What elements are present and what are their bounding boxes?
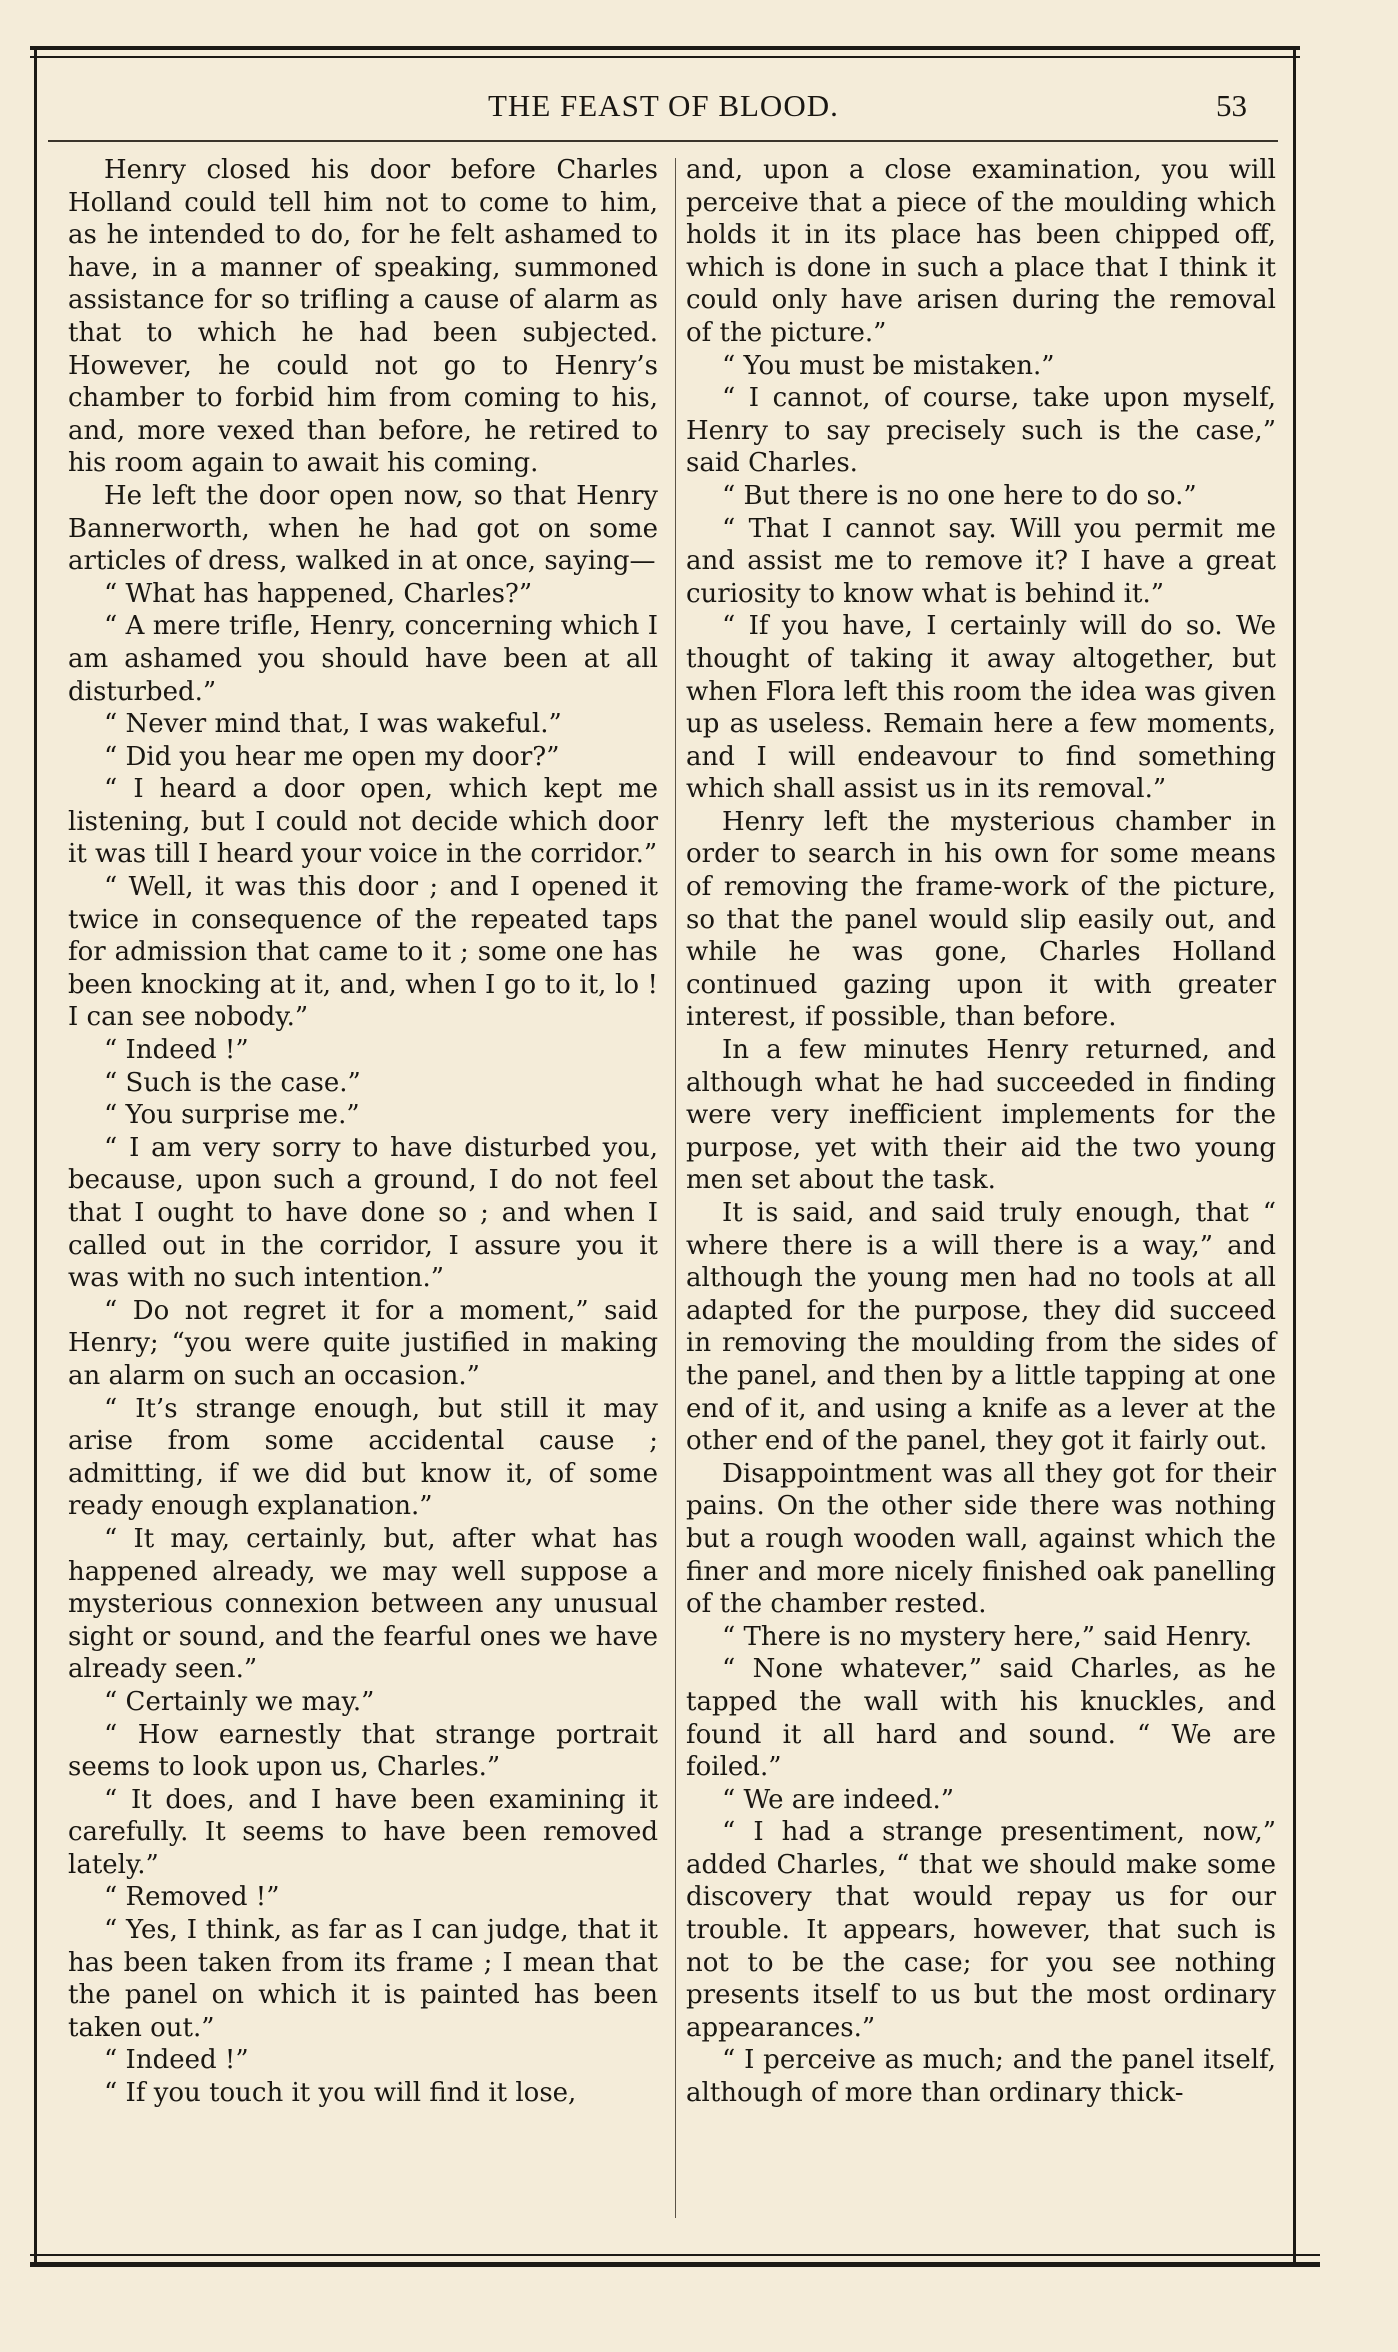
paragraph: “ Did you hear me open my door?”	[104, 741, 560, 772]
left-column	[68, 154, 658, 2110]
paragraph: “ Well, it was this door ; and I opened it twice in consequence of the repeated taps for admission that came to it ; some one has been knocking at it, and, when I go to it, lo ! I can see nobody.”	[68, 872, 658, 1033]
paragraph: In a few minutes Henry returned, and although what he had succeeded in finding were very inefficient implements for the purpose, yet with their aid the two young men set about the task.	[686, 1035, 1276, 1196]
running-head	[0, 88, 1300, 128]
paragraph: He left the door open now, so that Henry Bannerworth, when he had got on some articles of dress, walked in at once, saying—	[68, 480, 658, 577]
paragraph: “ Yes, I think, as far as I can judge, that it has been taken from its frame ; I mean that the panel on which it is painted has been taken out.”	[68, 1915, 658, 2043]
column-divider	[675, 158, 676, 2218]
bottom-border-inner-rule	[30, 2254, 1320, 2256]
paragraph: “ None whatever,” said Charles, as he tapped the wall with his knuckles, and found it all hard and sound. “ We are foiled.”	[686, 1654, 1276, 1783]
paragraph: “ I had a strange presentiment, now,” added Charles, “ that we should make some discovery that would repay us for our trouble. It appears, however, that such is not to be the case; for you see nothing presents itself to us but the most ordinary appearances.”	[686, 1817, 1276, 2043]
paragraph: “ If you have, I certainly will do so. We thought of taking it away altogether, but when Flora left this room the idea was given up as useless. Remain here a few moments, and I will endeavour to find something which shall assist us in its removal.”	[686, 611, 1276, 805]
paragraph: “ You must be mistaken.”	[722, 350, 1055, 381]
paragraph-continued: and, upon a close examination, you will perceive that a piece of the moulding which holds it in its place has been chipped off, which is done in such a place that I think it could only have arisen during the removal of the picture.”	[686, 155, 1276, 348]
paragraph: “ If you touch it you will find it lose,	[104, 2078, 577, 2109]
paragraph: “ Removed !”	[104, 1882, 280, 1913]
paragraph: “ But there is no one here to do so.”	[722, 480, 1197, 511]
running-title: THE FEAST OF BLOOD.	[488, 88, 839, 123]
paragraph: “ We are indeed.”	[722, 1784, 955, 1815]
page-number: 53	[1216, 88, 1247, 123]
paragraph: “ What has happened, Charles?”	[104, 578, 533, 609]
paragraph: “ Do not regret it for a moment,” said Henry; “you were quite justified in making an alarm on such an occasion.”	[68, 1295, 658, 1391]
paragraph: Disappointment was all they got for their pains. On the other side there was nothing but a rough wooden wall, against which the finer and more nicely finished oak panelling of the chamber rested.	[686, 1458, 1276, 1620]
paragraph: “ There is no mystery here,” said Henry.	[722, 1621, 1253, 1652]
paragraph: Henry closed his door before Charles Holland could tell him not to come to him, as he intended to do, for he felt ashamed to have, in a manner of speaking, summoned assistance for so trifling a cause of alarm as that to which he had been subjected. However, he could not go to Henry’s chamber to forbid him from coming to his, and, more vexed than before, he retired to his room again to await his coming.	[68, 155, 658, 479]
paragraph: “ It does, and I have been examining it carefully. It seems to have been removed lately.”	[68, 1784, 658, 1880]
paragraph: “ Indeed !”	[104, 2045, 249, 2076]
right-column	[686, 154, 1276, 2110]
bottom-border-rule	[30, 2262, 1320, 2267]
paragraph: “ Never mind that, I was wakeful.”	[104, 709, 562, 740]
paragraph: “ How earnestly that strange portrait seems to look upon us, Charles.”	[68, 1719, 658, 1783]
paragraph: “ Indeed !”	[104, 1035, 249, 1066]
paragraph: “ A mere trifle, Henry, concerning which I am ashamed you should have been at all disturbed.”	[68, 611, 658, 707]
paragraph: “ I cannot, of course, take upon myself, Henry to say precisely such is the case,” said Charles.	[686, 383, 1276, 479]
paragraph: It is said, and said truly enough, that “ where there is a will there is a way,” and although the young men had no tools at all adapted for the purpose, they did succeed in removing the moulding from the sides of the panel, and then by a little tapping at one end of it, and using a knife as a lever at the other end of the panel, they got it fairly out.	[686, 1198, 1276, 1457]
paragraph: “ You surprise me.”	[104, 1100, 360, 1131]
paragraph: “ It’s strange enough, but still it may arise from some accidental cause ; admitting, if we did but know it, of some ready enough explanation.”	[68, 1393, 658, 1522]
paragraph: “ Certainly we may.”	[104, 1686, 375, 1717]
paragraph: “ It may, certainly, but, after what has happened already, we may well suppose a mysterious connexion between any unusual sight or sound, and the fearful ones we have already seen.”	[68, 1523, 658, 1685]
paragraph: “ I am very sorry to have disturbed you, because, upon such a ground, I do not feel that I ought to have done so ; and when I called out in the corridor, I assure you it was with no such intention.”	[68, 1132, 658, 1294]
paragraph: “ Such is the case.”	[104, 1067, 361, 1098]
paragraph: Henry left the mysterious chamber in order to search in his own for some means of removing the frame-work of the picture, so that the panel would slip easily out, and while he was gone, Charles Holland continued gazing upon it with greater interest, if possible, than before.	[686, 806, 1276, 1033]
paragraph: “ I heard a door open, which kept me listening, but I could not decide which door it was till I heard your voice in the corridor.”	[68, 774, 658, 870]
paragraph: “ That I cannot say. Will you permit me and assist me to remove it? I have a great curiosity to know what is behind it.”	[686, 513, 1276, 609]
header-rule	[48, 140, 1278, 142]
paragraph: “ I perceive as much; and the panel itself, although of more than ordinary thick-	[686, 2045, 1276, 2109]
